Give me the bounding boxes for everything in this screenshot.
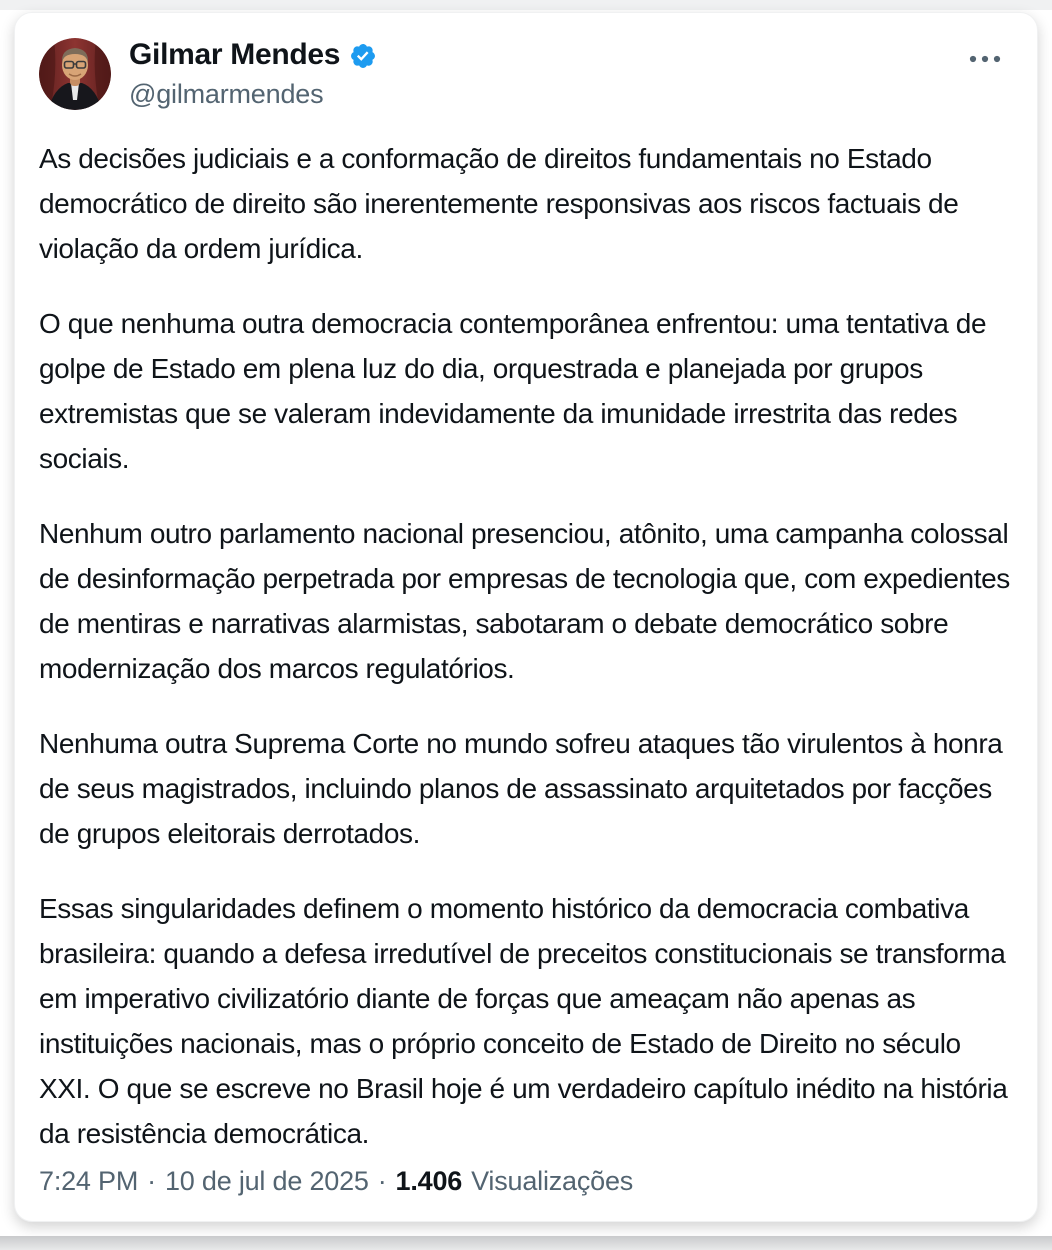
author-handle[interactable]: @gilmarmendes [129, 79, 324, 109]
tweet-text [39, 136, 1023, 1156]
author-name-row[interactable] [129, 37, 377, 73]
avatar[interactable] [39, 38, 111, 110]
adjacent-content-strip-top [0, 0, 1052, 10]
author-block [129, 37, 377, 110]
adjacent-content-strip-bottom [0, 1236, 1052, 1250]
more-horizontal-icon [967, 53, 1003, 65]
tweet-paragraph: As decisões judiciais e a conformação de direitos fundamentais no Estado democrático de direito são inerentemente responsivas aos riscos factuais de violação da ordem jurídica. [39, 143, 966, 264]
verified-badge-icon [349, 42, 377, 70]
tweet-paragraph: O que nenhuma outra democracia contemporânea enfrentou: uma tentativa de golpe de Estado em plena luz do dia, orquestrada e planejada por grupos extremistas que se valeram indevidamente da imunidade irrestrita das redes sociais. [39, 308, 994, 474]
tweet-card [14, 12, 1038, 1222]
views-count: 1.406 [395, 1166, 463, 1196]
tweet-paragraph: Essas singularidades definem o momento histórico da democracia combativa brasileira: quando a defesa irredutível de preceitos constitucionais se transforma em imperativo civilizatório diante de forças que ameaçam não apenas as instituições nacionais, mas o próprio conceito de Estado de Direito no século XXI. O que se escreve no Brasil hoje é um verdadeiro capítulo inédito na história da resistência democrática. [39, 893, 1023, 1149]
tweet-paragraph: Nenhum outro parlamento nacional presenciou, atônito, uma campanha colossal de desinformação perpetrada por empresas de tecnologia que, com expedientes de mentiras e narrativas alarmistas, sabotaram o debate democrático sobre modernização dos marcos regulatórios. [39, 518, 1018, 684]
tweet-date: 10 de jul de 2025 [164, 1166, 369, 1196]
tweet-time: 7:24 PM [39, 1166, 139, 1196]
tweet-paragraph: Nenhuma outra Suprema Corte no mundo sofreu ataques tão virulentos à honra de seus magistrados, incluindo planos de assassinato arquitetados por facções de grupos eleitorais derrotados. [39, 728, 1010, 849]
tweet-header [39, 37, 1011, 110]
dot-separator: · [377, 1166, 387, 1196]
more-button[interactable] [963, 49, 1007, 69]
user-avatar-photo [39, 38, 111, 110]
author-name: Gilmar Mendes [129, 38, 341, 71]
tweet-footer [39, 1166, 633, 1197]
dot-separator: · [147, 1166, 156, 1196]
views-label: Visualizações [471, 1166, 634, 1196]
